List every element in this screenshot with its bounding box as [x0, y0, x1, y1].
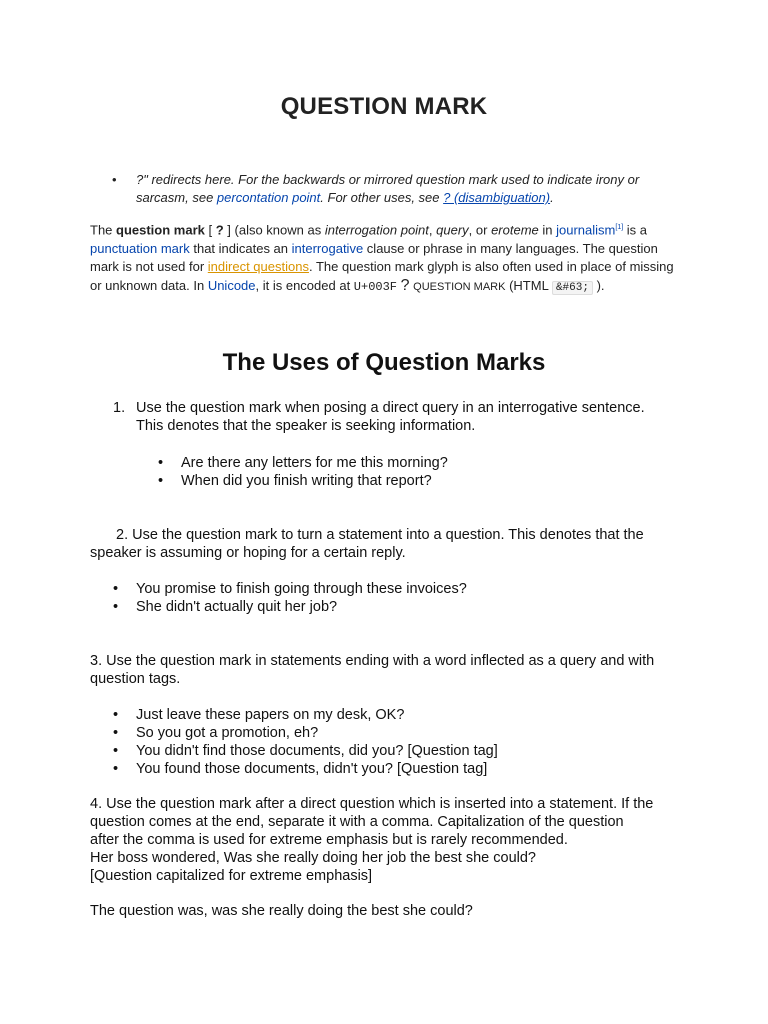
- item1-bullet-1: Are there any letters for me this morning?: [181, 455, 448, 471]
- section-heading: The Uses of Question Marks: [222, 349, 546, 376]
- item4-line1: 4. Use the question mark after a direct question which is inserted into a statement. If the: [90, 796, 654, 812]
- item4-line2: question comes at the end, separate it with a comma. Capitalization of the question: [90, 814, 624, 830]
- item1-line2: This denotes that the speaker is seeking information.: [136, 418, 476, 434]
- char-name: QUESTION MARK: [413, 280, 506, 293]
- item2-bullet-1: You promise to finish going through these invoices?: [136, 581, 467, 597]
- lead-text: ,: [428, 222, 437, 238]
- lead-text: . The question mark glyph is also often used in place of missing or unknown data. In: [90, 259, 674, 293]
- lead-text: in: [538, 222, 557, 238]
- item4-line5: [Question capitalized for extreme emphasis]: [90, 868, 373, 884]
- bullet-glyph: •: [113, 743, 119, 759]
- hatnote-bullet: •: [112, 172, 117, 187]
- lead-text: ).: [592, 277, 605, 293]
- lead-bold-term: question mark: [116, 222, 205, 238]
- citation-sup[interactable]: [1]: [615, 224, 624, 231]
- item4-last: The question was, was she really doing the best she could?: [90, 903, 473, 919]
- disambiguation-link[interactable]: ? (disambiguation): [443, 190, 551, 205]
- hatnote-mid: . For other uses, see: [320, 190, 444, 205]
- bullet-glyph: •: [158, 455, 164, 471]
- unicode-link[interactable]: Unicode: [207, 277, 256, 293]
- lead-text: (HTML: [505, 277, 552, 293]
- question-glyph: ?: [400, 276, 410, 294]
- lead-text: ] (also known as: [223, 222, 325, 238]
- item3-bullet-1: Just leave these papers on my desk, OK?: [136, 707, 405, 723]
- item3-line2: question tags.: [90, 671, 181, 687]
- lead-italic: eroteme: [491, 222, 539, 238]
- percontation-point-link[interactable]: percontation point: [216, 190, 321, 205]
- html-entity-code: &#63;: [552, 281, 593, 295]
- bullet-glyph: •: [113, 761, 119, 777]
- unicode-code: U+003F: [353, 279, 398, 294]
- lead-text: , it is encoded at: [255, 277, 354, 293]
- bullet-glyph: •: [113, 599, 119, 615]
- item3-bullet-3: You didn't find those documents, did you? [Question tag]: [136, 743, 498, 759]
- journalism-link[interactable]: journalism: [556, 222, 616, 238]
- lead-text: is a: [623, 222, 648, 238]
- interrogative-link[interactable]: interrogative: [291, 240, 364, 256]
- lead-italic: query: [436, 222, 469, 238]
- lead-paragraph: [90, 219, 682, 297]
- bullet-glyph: •: [113, 581, 119, 597]
- hatnote-prefix: ?" redirects here. For the backwards or mirrored question mark used to indicate irony or sarcasm, see: [136, 172, 640, 205]
- punctuation-mark-link[interactable]: punctuation mark: [90, 240, 190, 256]
- lead-bold-glyph: ?: [215, 222, 224, 238]
- item3-bullet-2: So you got a promotion, eh?: [136, 725, 319, 741]
- item1-line1: Use the question mark when posing a direct query in an interrogative sentence.: [136, 400, 645, 416]
- item3-line1: 3. Use the question mark in statements ending with a word inflected as a query and with: [90, 653, 655, 669]
- item4-line3: after the comma is used for extreme emphasis but is rarely recommended.: [90, 832, 568, 848]
- hatnote-suffix: .: [550, 190, 554, 205]
- item2-bullet-2: She didn't actually quit her job?: [136, 599, 338, 615]
- item2-line1: 2. Use the question mark to turn a statement into a question. This denotes that the: [116, 527, 644, 543]
- bullet-glyph: •: [158, 473, 164, 489]
- item2-line2: speaker is assuming or hoping for a certain reply.: [90, 545, 406, 561]
- bullet-glyph: •: [113, 725, 119, 741]
- hatnote: [136, 171, 676, 207]
- lead-italic: interrogation point: [324, 222, 429, 238]
- page-title: QUESTION MARK: [280, 93, 488, 120]
- lead-text: The: [90, 222, 117, 238]
- lead-text: , or: [468, 222, 492, 238]
- item3-bullet-4: You found those documents, didn't you? [Question tag]: [136, 761, 488, 777]
- lead-text: [: [204, 222, 216, 238]
- indirect-questions-link[interactable]: indirect questions: [207, 259, 309, 275]
- item1-number: 1.: [113, 400, 126, 416]
- lead-text: clause or phrase in many languages. The question mark is not used for: [90, 240, 658, 275]
- lead-text: that indicates an: [189, 240, 292, 256]
- bullet-glyph: •: [113, 707, 119, 723]
- item4-line4: Her boss wondered, Was she really doing her job the best she could?: [90, 850, 536, 866]
- item1-bullet-2: When did you finish writing that report?: [181, 473, 432, 489]
